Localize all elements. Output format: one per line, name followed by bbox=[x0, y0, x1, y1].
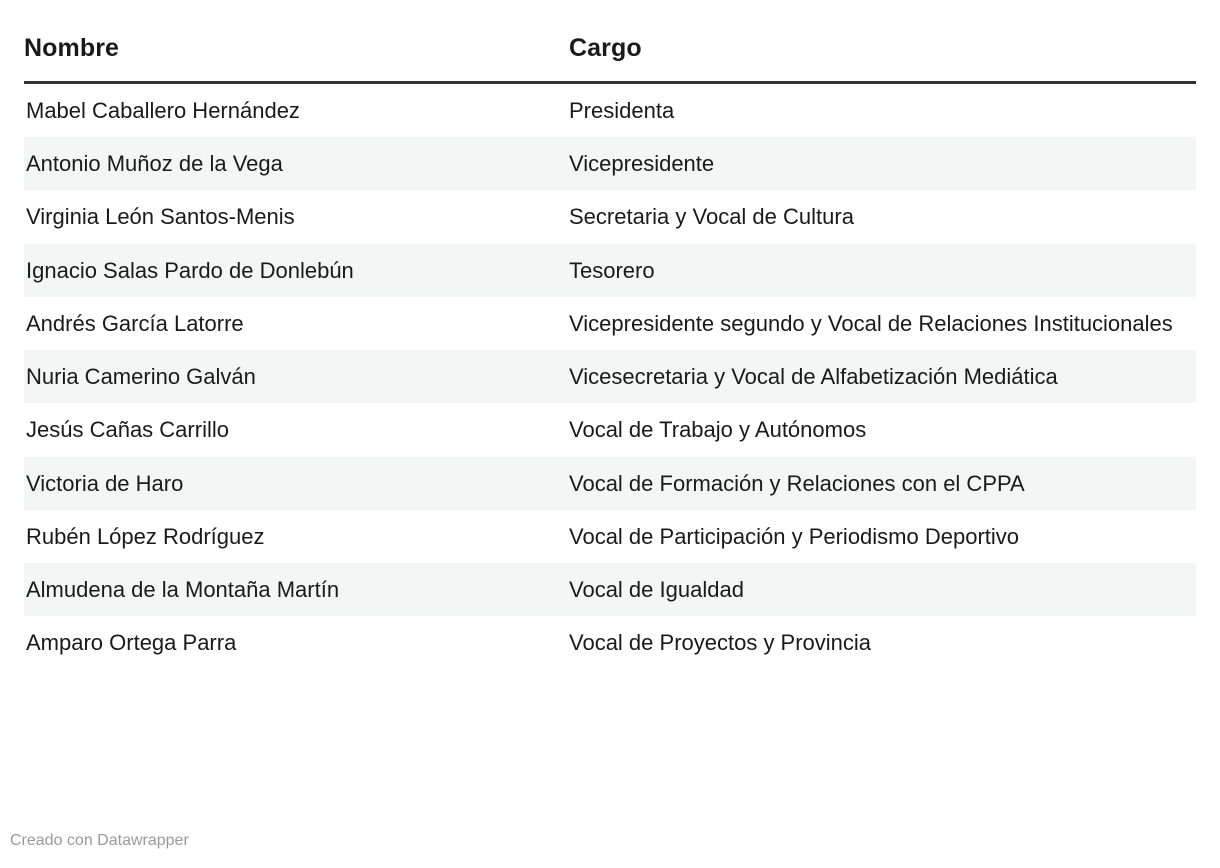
cell-nombre: Ignacio Salas Pardo de Donlebún bbox=[26, 257, 354, 283]
cell-cargo: Vocal de Participación y Periodismo Deportivo bbox=[569, 523, 1020, 549]
cell-nombre: Jesús Cañas Carrillo bbox=[26, 417, 229, 443]
table-row bbox=[24, 244, 1196, 297]
board-members-table bbox=[24, 34, 1196, 670]
table-header-row bbox=[24, 34, 1196, 83]
cell-nombre: Almudena de la Montaña Martín bbox=[26, 577, 340, 603]
cell-cargo: Vocal de Proyectos y Provincia bbox=[569, 630, 872, 656]
column-header-nombre: Nombre bbox=[24, 34, 120, 62]
cell-cargo: Vocal de Formación y Relaciones con el CPPA bbox=[569, 470, 1025, 496]
table-row bbox=[24, 83, 1196, 138]
cell-nombre: Amparo Ortega Parra bbox=[26, 630, 237, 656]
cell-cargo: Secretaria y Vocal de Cultura bbox=[569, 204, 854, 230]
cell-cargo: Vocal de Igualdad bbox=[569, 577, 744, 603]
table-row bbox=[24, 137, 1196, 190]
table-row bbox=[24, 350, 1196, 403]
cell-nombre: Virginia León Santos-Menis bbox=[26, 204, 295, 230]
cell-nombre: Mabel Caballero Hernández bbox=[26, 98, 300, 123]
table-page bbox=[0, 34, 1220, 868]
table-row bbox=[24, 457, 1196, 510]
cell-nombre: Victoria de Haro bbox=[26, 470, 184, 496]
table-row bbox=[24, 510, 1196, 563]
cell-nombre: Andrés García Latorre bbox=[26, 310, 244, 336]
table-body bbox=[24, 83, 1196, 670]
table-row bbox=[24, 563, 1196, 616]
cell-nombre: Antonio Muñoz de la Vega bbox=[26, 151, 283, 177]
cell-cargo: Presidenta bbox=[569, 98, 675, 123]
cell-nombre: Nuria Camerino Galván bbox=[26, 364, 256, 390]
table-row bbox=[24, 190, 1196, 243]
table-row bbox=[24, 297, 1196, 350]
table-row bbox=[24, 403, 1196, 456]
cell-cargo: Vicepresidente segundo y Vocal de Relaciones Institucionales bbox=[569, 310, 1173, 336]
cell-cargo: Vicesecretaria y Vocal de Alfabetización Mediática bbox=[569, 364, 1058, 390]
datawrapper-credit[interactable]: Creado con Datawrapper bbox=[10, 832, 189, 849]
cell-cargo: Tesorero bbox=[569, 257, 655, 283]
cell-nombre: Rubén López Rodríguez bbox=[26, 523, 265, 549]
column-header-cargo: Cargo bbox=[569, 34, 642, 62]
table-header bbox=[24, 34, 1196, 83]
cell-cargo: Vicepresidente bbox=[569, 151, 715, 177]
table-row bbox=[24, 616, 1196, 669]
cell-cargo: Vocal de Trabajo y Autónomos bbox=[569, 417, 867, 443]
